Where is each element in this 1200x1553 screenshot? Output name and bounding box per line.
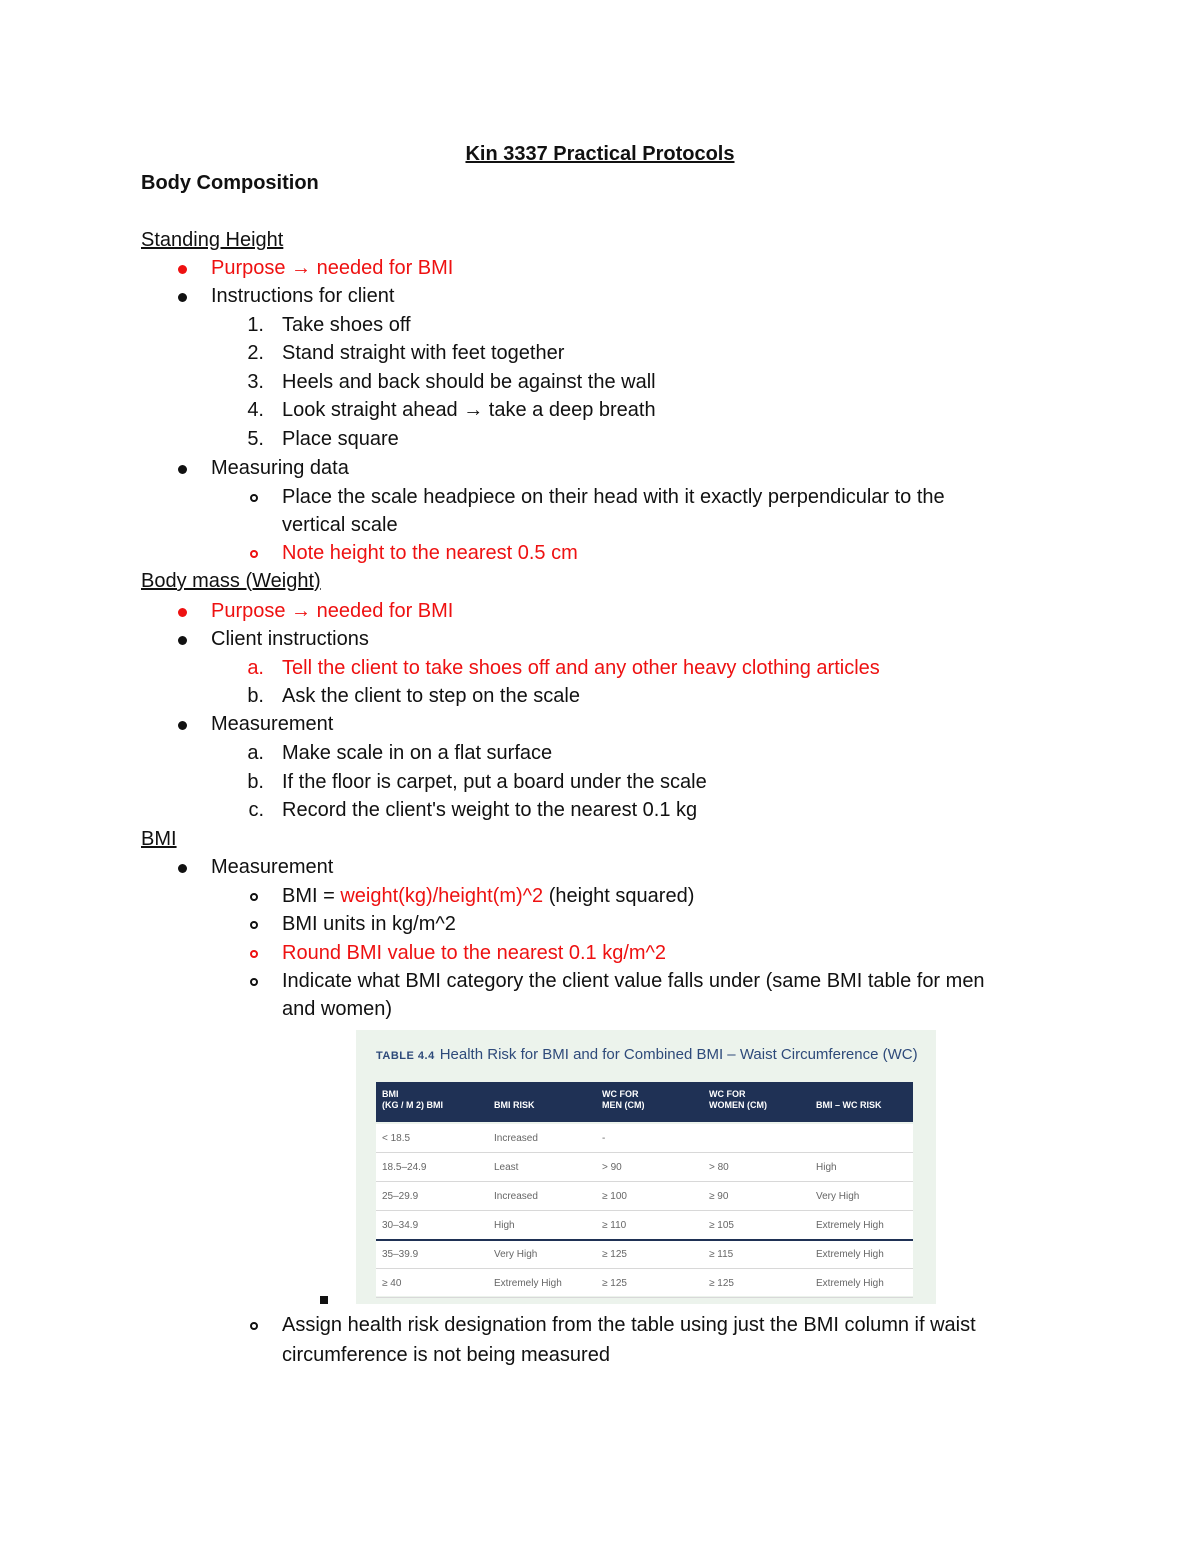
measurement-label: Measurement <box>211 713 334 735</box>
bullet-icon <box>178 608 187 617</box>
table-cell: ≥ 115 <box>709 1249 734 1260</box>
bmi-indicate: Indicate what BMI category the client value falls under (same BMI table for men <box>282 970 985 992</box>
list-item: Look straight ahead → take a deep breath <box>282 399 656 421</box>
list-item: Record the client's weight to the nearest 0.1 kg <box>282 799 698 821</box>
instructions-label: Instructions for client <box>211 285 395 307</box>
list-letter: b. <box>247 685 264 707</box>
table-cell: ≥ 90 <box>709 1191 729 1202</box>
list-number: 4. <box>247 399 264 421</box>
list-item-continued: vertical scale <box>282 514 398 536</box>
table-row <box>376 1182 913 1211</box>
table-header-cell: BMI (KG / M 2) BMI <box>382 1089 443 1110</box>
list-number: 5. <box>247 428 264 450</box>
list-letter: c. <box>248 799 264 821</box>
circle-bullet-icon <box>250 921 258 929</box>
table-row <box>376 1124 913 1153</box>
bullet-icon <box>178 636 187 645</box>
table-cell: ≥ 105 <box>709 1220 734 1231</box>
bmi-formula-suffix: (height squared) <box>543 885 695 907</box>
table-cell: Extremely High <box>816 1278 884 1289</box>
table-row <box>376 1153 913 1182</box>
table-header-cell: WC FOR MEN (CM) <box>602 1089 645 1110</box>
table-cell: 18.5–24.9 <box>382 1162 427 1173</box>
client-instructions-label: Client instructions <box>211 628 369 650</box>
table-cell: 30–34.9 <box>382 1220 419 1231</box>
list-item: Place square <box>282 428 399 450</box>
body-mass-purpose: Purpose → needed for BMI <box>211 600 454 622</box>
list-number: 3. <box>247 371 264 393</box>
table-cell: Extremely High <box>816 1220 884 1231</box>
table-header <box>376 1082 913 1122</box>
bmi-round: Round BMI value to the nearest 0.1 kg/m^2 <box>282 942 667 964</box>
body-mass-title: Body mass (Weight) <box>141 570 321 592</box>
standing-height-title: Standing Height <box>141 229 284 251</box>
table-cell: < 18.5 <box>382 1133 411 1144</box>
list-item: Tell the client to take shoes off and any other heavy clothing articles <box>282 657 880 679</box>
bmi-indicate-continued: and women) <box>282 998 393 1020</box>
bmi-units: BMI units in kg/m^2 <box>282 913 456 935</box>
table-row <box>376 1211 913 1241</box>
bullet-icon <box>178 864 187 873</box>
circle-bullet-icon <box>250 1322 258 1330</box>
list-item: Make scale in on a flat surface <box>282 742 553 764</box>
bmi-measurement-label: Measurement <box>211 856 334 878</box>
circle-bullet-icon <box>250 950 258 958</box>
list-number: 2. <box>247 342 264 364</box>
table-cell: Very High <box>816 1191 860 1202</box>
circle-bullet-icon <box>250 550 258 558</box>
table-cell: ≥ 100 <box>602 1191 627 1202</box>
bmi-formula-prefix: BMI = <box>282 885 341 907</box>
table-tag: TABLE 4.4 <box>376 1050 435 1062</box>
list-letter: a. <box>247 742 264 764</box>
table-cell: ≥ 110 <box>602 1220 627 1231</box>
list-item: Place the scale headpiece on their head with it exactly perpendicular to the <box>282 486 945 508</box>
table-cell: Extremely High <box>494 1278 562 1289</box>
table-cell: > 80 <box>709 1162 729 1173</box>
bmi-risk-table-image <box>356 1030 936 1304</box>
table-cell: ≥ 125 <box>602 1249 627 1260</box>
bmi-formula <box>282 882 694 910</box>
standing-height-purpose: Purpose → needed for BMI <box>211 257 454 279</box>
table-cell: High <box>816 1162 837 1173</box>
table-cell: - <box>602 1133 606 1144</box>
table-header-cell: WC FOR WOMEN (CM) <box>709 1089 767 1110</box>
bullet-icon <box>178 265 187 274</box>
table-cell: 35–39.9 <box>382 1249 419 1260</box>
table-header-cell: BMI – WC RISK <box>816 1100 882 1110</box>
table-cell: High <box>494 1220 515 1231</box>
table-row <box>376 1240 913 1269</box>
measuring-label: Measuring data <box>211 457 349 479</box>
list-item: Note height to the nearest 0.5 cm <box>282 542 578 564</box>
table-cell: ≥ 125 <box>709 1278 734 1289</box>
assign-risk: Assign health risk designation from the table using just the BMI column if waist <box>282 1314 976 1336</box>
list-letter: a. <box>247 657 264 679</box>
table-body <box>376 1124 913 1296</box>
table-cell: Least <box>494 1162 519 1173</box>
circle-bullet-icon <box>250 893 258 901</box>
list-letter: b. <box>247 771 264 793</box>
bmi-title: BMI <box>141 828 177 850</box>
table-cell: ≥ 125 <box>602 1278 627 1289</box>
list-item: Heels and back should be against the wall <box>282 371 656 393</box>
circle-bullet-icon <box>250 494 258 502</box>
list-item: Take shoes off <box>282 314 411 336</box>
table-cell: Extremely High <box>816 1249 884 1260</box>
table-title: Health Risk for BMI and for Combined BMI – Waist Circumference (WC) <box>439 1046 918 1063</box>
assign-risk-continued: circumference is not being measured <box>282 1344 610 1366</box>
list-item: Stand straight with feet together <box>282 342 565 364</box>
list-item: Ask the client to step on the scale <box>282 685 580 707</box>
table-row <box>376 1269 913 1298</box>
table-cell: Increased <box>494 1133 538 1144</box>
table-header-cell: BMI RISK <box>494 1100 535 1110</box>
table-cell: Very High <box>494 1249 538 1260</box>
table-cell: 25–29.9 <box>382 1191 419 1202</box>
list-number: 1. <box>247 314 264 336</box>
table-cell: ≥ 40 <box>382 1278 402 1289</box>
table-cell: Increased <box>494 1191 538 1202</box>
bullet-icon <box>178 721 187 730</box>
list-item: If the floor is carpet, put a board under the scale <box>282 771 707 793</box>
square-bullet-icon <box>320 1296 328 1304</box>
bullet-icon <box>178 465 187 474</box>
circle-bullet-icon <box>250 978 258 986</box>
document-title: Kin 3337 Practical Protocols <box>465 143 735 165</box>
table-caption <box>376 1046 918 1063</box>
section-heading: Body Composition <box>141 172 319 194</box>
table-cell: > 90 <box>602 1162 622 1173</box>
bullet-icon <box>178 293 187 302</box>
bmi-formula-equation: weight(kg)/height(m)^2 <box>340 885 544 907</box>
